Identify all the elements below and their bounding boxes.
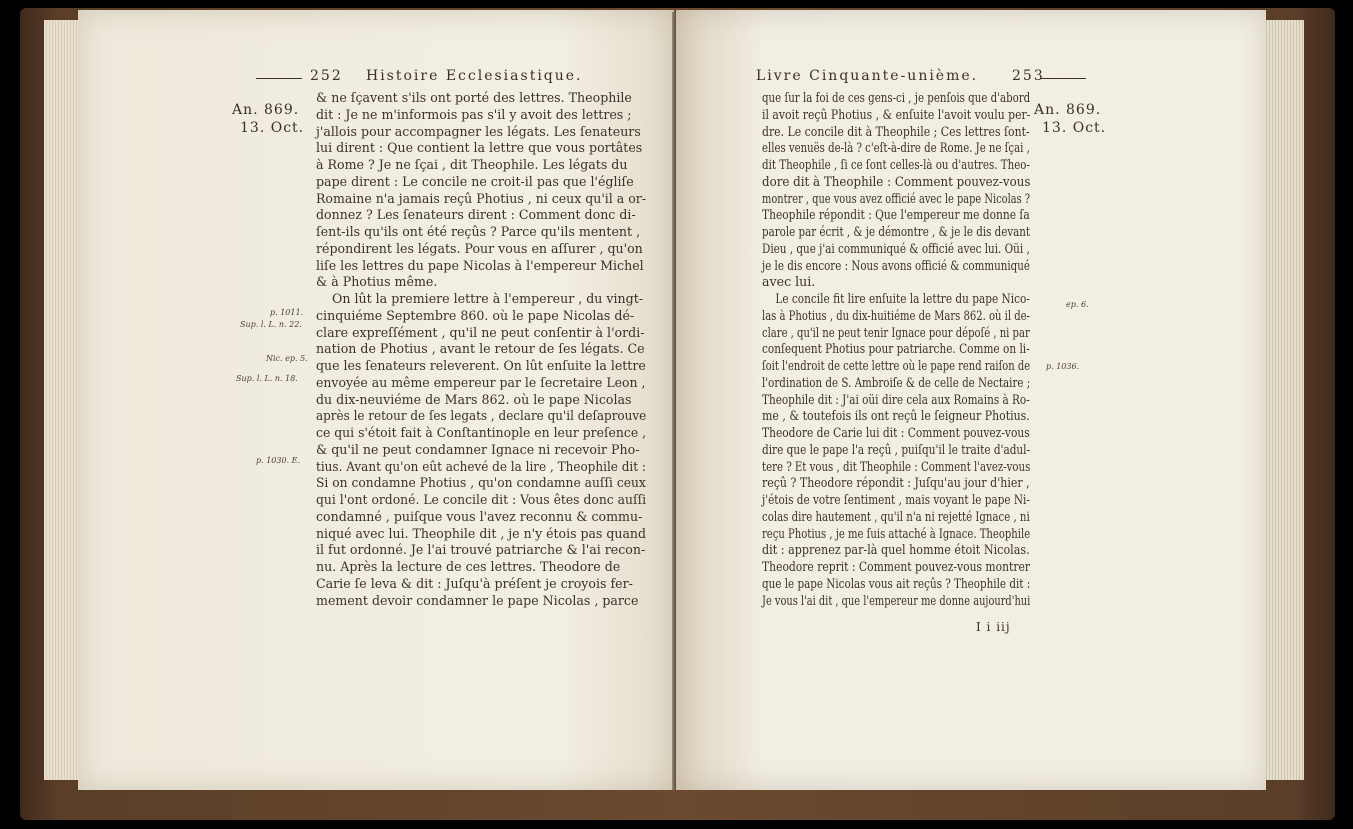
- left-text-line: & ne ſçavent s'ils ont porté des lettres. Theophile: [316, 90, 632, 105]
- left-page-edges: [44, 20, 80, 780]
- right-text-line: Dieu , que j'ai communiqué & officié avec lui. Oüi ,: [762, 240, 1030, 256]
- right-page: [676, 10, 1266, 790]
- right-text-line: Theodore de Carie lui dit : Comment pouvez-vous: [762, 425, 1030, 440]
- right-text-line: Theophile dit : J'ai oüi dire cela aux Romains à Ro-: [762, 391, 1030, 407]
- right-text-line: ſoit l'endroit de cette lettre où le pape rend raiſon de: [762, 358, 1031, 373]
- right-margin-year: An. 869.: [1034, 102, 1102, 118]
- left-note-4: Sup. l. L. n. 18.: [236, 374, 298, 383]
- right-text-line: reçu Photius , je me ſuis attaché à Ignace. Theophile: [762, 525, 1031, 541]
- left-text-line: & à Photius même.: [316, 274, 438, 290]
- right-text-line: Le concile fit lire enſuite la lettre du pape Nico-: [762, 291, 1030, 306]
- left-text-line: répondirent les légats. Pour vous en aſſurer , qu'on: [316, 240, 643, 256]
- right-text-line: je le dis encore : Nous avons officié & communiqué: [762, 257, 1030, 273]
- right-text-line: las à Photius , du dix-huitiéme de Mars 862. où il de-: [762, 307, 1030, 323]
- right-page-number: 253: [1012, 68, 1045, 84]
- right-text-line: me , & toutefois ils ont reçû le ſeigneur Photius.: [762, 408, 1030, 424]
- left-running-head: Histoire Ecclesiastique.: [366, 68, 583, 84]
- left-text-line: condamné , puiſque vous l'avez reconnu & commu-: [316, 508, 643, 524]
- left-page-text: [316, 90, 646, 609]
- left-text-line: clare expreſſément , qu'il ne peut conſentir à l'ordi-: [316, 324, 645, 340]
- left-text-line: tius. Avant qu'on eût achevé de la lire , Theophile dit :: [316, 458, 646, 474]
- right-text-line: reçû ? Theodore répondit : Juſqu'au jour d'hier ,: [762, 475, 1030, 491]
- left-text-line: nu. Après la lecture de ces lettres. Theodore de: [316, 559, 621, 574]
- signature-mark: I i iij: [976, 620, 1011, 634]
- left-text-line: cinquiéme Septembre 860. où le pape Nicolas dé-: [316, 307, 635, 323]
- right-text-line: montrer , que vous avez officié avec le pape Nicolas ?: [762, 190, 1031, 206]
- right-text-line: tere ? Et vous , dit Theophile : Comment l'avez-vous: [762, 458, 1031, 474]
- left-text-line: & qu'il ne peut condamner Ignace ni recevoir Pho-: [316, 441, 640, 457]
- left-text-line: mement devoir condamner le pape Nicolas , parce: [316, 592, 639, 608]
- right-text-line: Theodore reprit : Comment pouvez-vous montrer: [762, 559, 1030, 574]
- left-head-rule: [256, 78, 302, 79]
- right-text-line: clare , qu'il ne peut tenir Ignace pour dépoſé , ni par: [762, 324, 1030, 340]
- right-text-line: dit Theophile , ſi ce ſont celles-là ou d'autres. Theo-: [762, 157, 1030, 172]
- right-text-line: Je vous l'ai dit , que l'empereur me donne aujourd'hui: [762, 592, 1031, 608]
- left-note-3: Nic. ep. 5.: [266, 354, 308, 363]
- right-text-line: que le pape Nicolas vous ait reçûs ? Theophile dit :: [762, 575, 1031, 591]
- left-text-line: après le retour de ſes legats , declare qu'il deſaprouve: [316, 408, 647, 424]
- left-text-line: envoyée au même empereur par le ſecretaire Leon ,: [316, 374, 646, 390]
- right-note-2: p. 1036.: [1046, 362, 1080, 371]
- left-margin-date: 13. Oct.: [240, 120, 305, 136]
- left-text-line: il fut ordonné. Je l'ai trouvé patriarche & l'ai recon-: [316, 542, 646, 558]
- right-note-1: ep. 6.: [1066, 300, 1089, 309]
- left-text-line: qui l'ont ordoné. Le concile dit : Vous êtes donc auſſi: [316, 492, 647, 507]
- left-text-line: pape dirent : Le concile ne croit-il pas que l'égliſe: [316, 173, 634, 189]
- left-text-line: nation de Photius , avant le retour de ſes légats. Ce: [316, 341, 645, 357]
- left-note-2: Sup. l. L. n. 22.: [240, 320, 302, 329]
- left-note-5: p. 1030. E.: [256, 456, 301, 465]
- right-text-line: dit : apprenez par-là quel homme étoit Nicolas.: [762, 542, 1030, 558]
- left-text-line: Si on condamne Photius , qu'on condamne auſſi ceux: [316, 475, 646, 491]
- left-text-line: du dix-neuviéme de Mars 862. où le pape Nicolas: [316, 391, 632, 407]
- right-page-text: [762, 90, 1030, 609]
- right-text-line: que ſur la foi de ces gens-ci , je penſois que d'abord: [762, 90, 1031, 105]
- right-text-line: Theophile répondit : Que l'empereur me donne ſa: [762, 207, 1030, 223]
- right-page-edges: [1264, 20, 1304, 780]
- left-text-line: lui dirent : Que contient la lettre que vous portâtes: [316, 140, 643, 156]
- right-text-line: elles venuës de-là ? c'eſt-à-dire de Rome. Je ne ſçai ,: [762, 140, 1030, 156]
- right-margin-date: 13. Oct.: [1042, 120, 1107, 136]
- right-text-line: conſequent Photius pour patriarche. Comme on li-: [762, 341, 1030, 357]
- left-text-line: liſe les lettres du pape Nicolas à l'empereur Michel: [316, 257, 644, 273]
- left-text-line: j'allois pour accompagner les légats. Les ſenateurs: [316, 123, 641, 139]
- left-page: [78, 10, 674, 790]
- left-text-line: dit : Je ne m'informois pas s'il y avoit des lettres ;: [316, 106, 632, 122]
- left-text-line: ſent-ils qu'ils ont été reçûs ? Parce qu'ils mentent ,: [316, 224, 641, 239]
- left-text-line: niqué avec lui. Theophile dit , je n'y étois pas quand: [316, 525, 646, 541]
- left-text-line: Romaine n'a jamais reçû Photius , ni ceux qu'il a or-: [316, 190, 646, 206]
- right-text-line: l'ordination de S. Ambroiſe & de celle de Nectaire ;: [762, 374, 1031, 390]
- left-text-line: Carie ſe leva & dit : Juſqu'à préſent je croyois fer-: [316, 575, 633, 591]
- left-note-1: p. 1011.: [270, 308, 304, 317]
- left-page-number: 252: [310, 68, 343, 84]
- left-margin-year: An. 869.: [232, 102, 300, 118]
- right-text-line: colas dire hautement , qu'il n'a ni rejetté Ignace , ni: [762, 508, 1030, 524]
- right-text-line: dore dit à Theophile : Comment pouvez-vous: [762, 173, 1031, 189]
- right-text-line: dre. Le concile dit à Theophile ; Ces lettres ſont-: [762, 123, 1030, 139]
- right-text-line: parole par écrit , & je démontre , & je le dis devant: [762, 224, 1031, 239]
- right-text-line: j'étois de votre ſentiment , mais voyant le pape Ni-: [762, 492, 1030, 507]
- left-text-line: On lût la premiere lettre à l'empereur , du vingt-: [316, 291, 644, 306]
- left-text-line: ce qui s'étoit fait à Conſtantinople en leur preſence ,: [316, 425, 647, 440]
- left-text-line: que les ſenateurs releverent. On lût enſuite la lettre: [316, 358, 646, 373]
- right-text-line: il avoit reçû Photius , & enſuite l'avoit voulu per-: [762, 106, 1031, 122]
- right-running-head: Livre Cinquante-unième.: [756, 68, 979, 84]
- right-text-line: dire que le pape l'a reçû , puiſqu'il le traite d'adul-: [762, 441, 1031, 457]
- right-text-line: avec lui.: [762, 274, 816, 290]
- left-text-line: donnez ? Les ſenateurs dirent : Comment donc di-: [316, 207, 636, 223]
- right-head-rule: [1040, 78, 1086, 79]
- left-text-line: à Rome ? Je ne ſçai , dit Theophile. Les légats du: [316, 157, 628, 172]
